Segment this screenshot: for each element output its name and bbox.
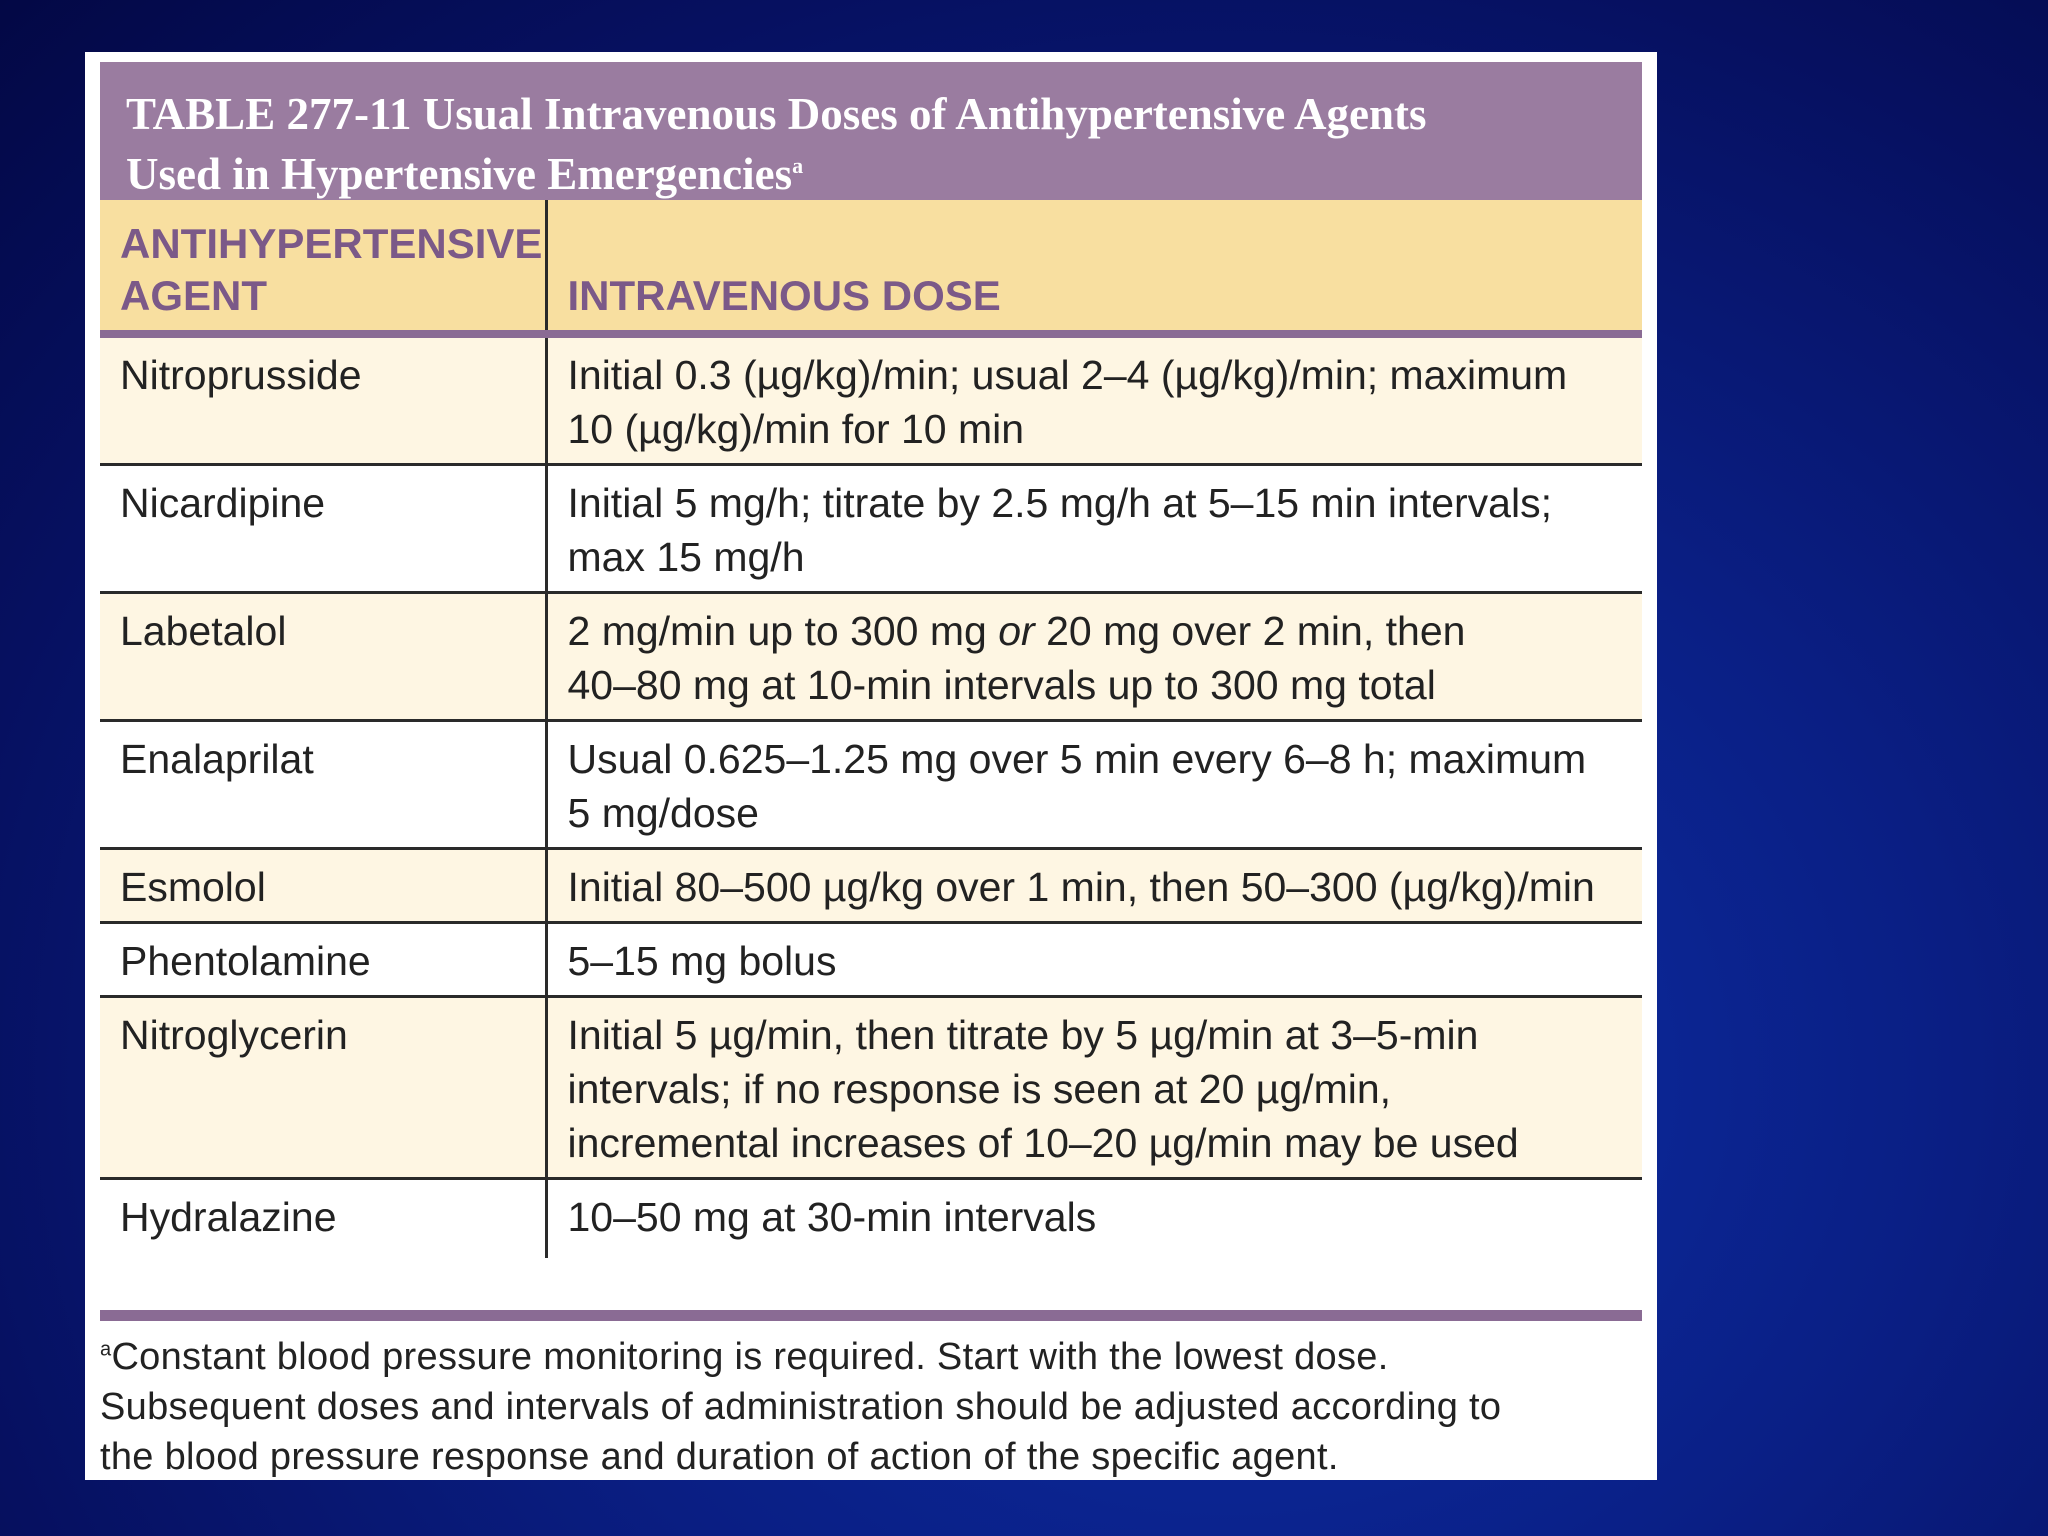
dose-cell: [546, 848, 1642, 922]
agent-cell: Hydralazine: [100, 1178, 546, 1258]
dose-line: max 15 mg/h: [567, 533, 805, 580]
dose-line: 5 mg/dose: [567, 789, 759, 836]
table-panel: [85, 52, 1657, 1480]
table-title-line-2-text: Used in Hypertensive Emergencies: [126, 149, 793, 199]
title-footnote-marker: a: [792, 153, 804, 178]
header-dose: [546, 200, 1642, 334]
dose-line: 40–80 mg at 10-min intervals up to 300 mg total: [567, 661, 1436, 708]
agent-cell: Esmolol: [100, 848, 546, 922]
footnote-marker: a: [100, 1338, 112, 1361]
header-agent-line-1: ANTIHYPERTENSIVE: [120, 220, 543, 267]
dose-line: 10–50 mg at 30-min intervals: [567, 1193, 1097, 1240]
table-row: [100, 848, 1642, 922]
table-row: [100, 922, 1642, 996]
dose-cell: [546, 922, 1642, 996]
dose-table: [100, 200, 1642, 1258]
dose-line: 10 (µg/kg)/min for 10 min: [567, 406, 1025, 452]
agent-cell: Nicardipine: [100, 464, 546, 592]
dose-line: Usual 0.625–1.25 mg over 5 min every 6–8 h; maximum: [567, 735, 1587, 782]
footnote-line-3: the blood pressure response and duration of action of the specific agent.: [100, 1436, 1339, 1478]
table-row: [100, 592, 1642, 720]
header-dose-text: INTRAVENOUS DOSE: [567, 272, 1001, 319]
dose-line: intervals; if no response is seen at 20 µg/min,: [567, 1065, 1392, 1112]
dose-cell: [546, 1178, 1642, 1258]
dose-line: Initial 0.3 (µg/kg)/min; usual 2–4 (µg/kg)/min; maximum: [567, 352, 1568, 398]
table-row: [100, 996, 1642, 1178]
agent-cell: Phentolamine: [100, 922, 546, 996]
header-agent: [100, 200, 546, 334]
footnote-line-1: [100, 1332, 1645, 1382]
header-agent-line-2: AGENT: [120, 272, 267, 319]
dose-line: Initial 5 mg/h; titrate by 2.5 mg/h at 5–15 min intervals;: [567, 479, 1552, 526]
table-title: [100, 62, 1642, 200]
footnote-line-1-text: Constant blood pressure monitoring is required. Start with the lowest dose.: [111, 1336, 1389, 1378]
table-row: [100, 720, 1642, 848]
dose-line: Initial 80–500 µg/kg over 1 min, then 50–300 (µg/kg)/min: [567, 863, 1595, 910]
table-row: [100, 464, 1642, 592]
agent-cell: Labetalol: [100, 592, 546, 720]
table-footnote: [100, 1332, 1645, 1482]
dose-line-italic: or: [998, 607, 1035, 654]
dose-cell: [546, 334, 1642, 464]
table-header-row: [100, 200, 1642, 334]
dose-line: Initial 5 µg/min, then titrate by 5 µg/min at 3–5-min: [567, 1011, 1479, 1058]
table-row: [100, 334, 1642, 464]
table-title-line-1: TABLE 277-11 Usual Intravenous Doses of Antihypertensive Agents: [126, 89, 1427, 139]
footnote-line-2: Subsequent doses and intervals of administration should be adjusted according to: [100, 1386, 1502, 1428]
dose-line-text: 20 mg over 2 min, then: [1034, 607, 1466, 654]
dose-line: [568, 604, 1625, 658]
dose-line: 5–15 mg bolus: [567, 937, 837, 984]
dose-line: incremental increases of 10–20 µg/min may be used: [567, 1119, 1519, 1166]
table-bottom-rule: [100, 1310, 1642, 1321]
dose-line-text: 2 mg/min up to 300 mg: [567, 607, 999, 654]
dose-cell: [546, 592, 1642, 720]
agent-cell: Nitroprusside: [100, 334, 546, 464]
dose-cell: [546, 464, 1642, 592]
dose-cell: [546, 996, 1642, 1178]
agent-cell: Enalaprilat: [100, 720, 546, 848]
agent-cell: Nitroglycerin: [100, 996, 546, 1178]
table-title-line-2: [126, 144, 1616, 204]
table-row: [100, 1178, 1642, 1258]
dose-cell: [546, 720, 1642, 848]
